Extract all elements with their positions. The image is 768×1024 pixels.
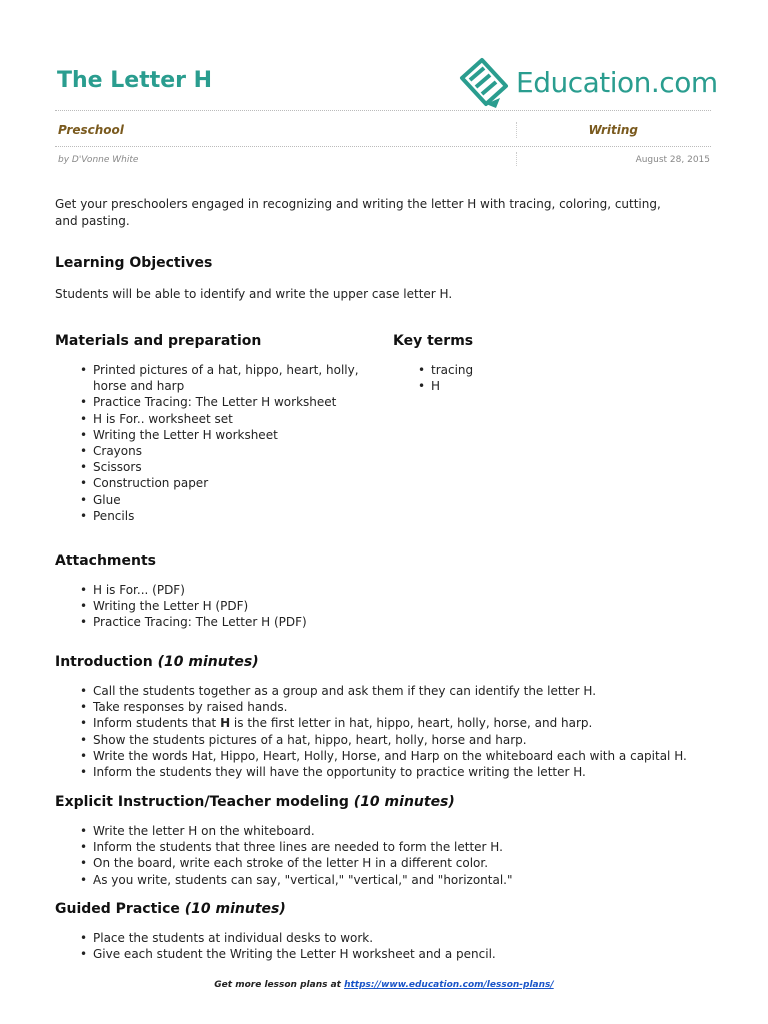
key-terms-section bbox=[393, 333, 693, 394]
materials-section bbox=[55, 333, 375, 524]
attachments-section bbox=[55, 553, 307, 631]
subject-label: Writing bbox=[588, 123, 638, 137]
list-item: • Inform the students that three lines are needed to form the letter H. bbox=[55, 839, 735, 855]
guided-heading: Guided Practice (10 minutes) bbox=[55, 901, 286, 917]
footer-text: Get more lesson plans at bbox=[214, 980, 345, 990]
logo-text: Education.com bbox=[516, 65, 718, 99]
list-item: • As you write, students can say, "vertical," "vertical," and "horizontal." bbox=[55, 872, 735, 888]
list-item: • H is For.. worksheet set bbox=[55, 411, 375, 427]
divider bbox=[55, 110, 711, 111]
list-item: • Inform the students they will have the opportunity to practice writing the letter H. bbox=[55, 764, 735, 780]
guided-practice-section bbox=[55, 901, 735, 962]
key-terms-heading: Key terms bbox=[393, 333, 474, 349]
list-item: • Place the students at individual desks to work. bbox=[55, 930, 735, 946]
list-item: • Practice Tracing: The Letter H worksheet bbox=[55, 394, 375, 410]
list-item: • H bbox=[393, 378, 693, 394]
attachment-link[interactable]: • Practice Tracing: The Letter H (PDF) bbox=[55, 614, 307, 630]
explicit-instruction-section bbox=[55, 794, 735, 888]
list-item: • Crayons bbox=[55, 443, 375, 459]
list-item: • Printed pictures of a hat, hippo, heart, holly, horse and harp bbox=[55, 362, 375, 394]
attachments-heading: Attachments bbox=[55, 553, 157, 569]
list-item: • Give each student the Writing the Letter H worksheet and a pencil. bbox=[55, 946, 735, 962]
list-item: • Write the letter H on the whiteboard. bbox=[55, 823, 735, 839]
author-label: by D'Vonne White bbox=[58, 155, 139, 165]
list-item: • Scissors bbox=[55, 459, 375, 475]
objectives-section bbox=[55, 255, 452, 303]
list-item: • Take responses by raised hands. bbox=[55, 699, 735, 715]
list-item: • Writing the Letter H worksheet bbox=[55, 427, 375, 443]
objectives-text: Students will be able to identify and write the upper case letter H. bbox=[55, 287, 453, 301]
objectives-heading: Learning Objectives bbox=[55, 255, 213, 271]
grade-label: Preschool bbox=[58, 123, 124, 137]
list-item: • Show the students pictures of a hat, hippo, heart, holly, horse and harp. bbox=[55, 732, 735, 748]
list-item: • Construction paper bbox=[55, 475, 375, 491]
page-title: The Letter H bbox=[57, 68, 213, 93]
date-label: August 28, 2015 bbox=[635, 155, 710, 165]
footer bbox=[0, 980, 768, 990]
divider bbox=[55, 146, 711, 147]
lesson-plans-link[interactable]: https://www.education.com/lesson-plans/ bbox=[344, 980, 554, 990]
divider bbox=[516, 152, 517, 166]
list-item: • Glue bbox=[55, 492, 375, 508]
pencil-logo-icon bbox=[456, 56, 512, 108]
list-item: • Inform students that H is the first letter in hat, hippo, heart, holly, horse, and harp. bbox=[55, 715, 735, 731]
divider bbox=[516, 122, 517, 138]
materials-heading: Materials and preparation bbox=[55, 333, 262, 349]
list-item: • Pencils bbox=[55, 508, 375, 524]
attachment-link[interactable]: • H is For... (PDF) bbox=[55, 582, 307, 598]
list-item: • Call the students together as a group and ask them if they can identify the letter H. bbox=[55, 683, 735, 699]
list-item: • On the board, write each stroke of the letter H in a different color. bbox=[55, 855, 735, 871]
attachment-link[interactable]: • Writing the Letter H (PDF) bbox=[55, 598, 307, 614]
introduction-section bbox=[55, 654, 735, 780]
introduction-heading: Introduction (10 minutes) bbox=[55, 654, 259, 670]
education-logo[interactable] bbox=[456, 56, 718, 108]
intro-text: Get your preschoolers engaged in recognizing and writing the letter H with tracing, coloring, cutting, and pasting. bbox=[55, 197, 661, 228]
list-item: • tracing bbox=[393, 362, 693, 378]
list-item: • Write the words Hat, Hippo, Heart, Holly, Horse, and Harp on the whiteboard each with a capital H. bbox=[55, 748, 735, 764]
explicit-heading: Explicit Instruction/Teacher modeling (10 minutes) bbox=[55, 794, 455, 810]
